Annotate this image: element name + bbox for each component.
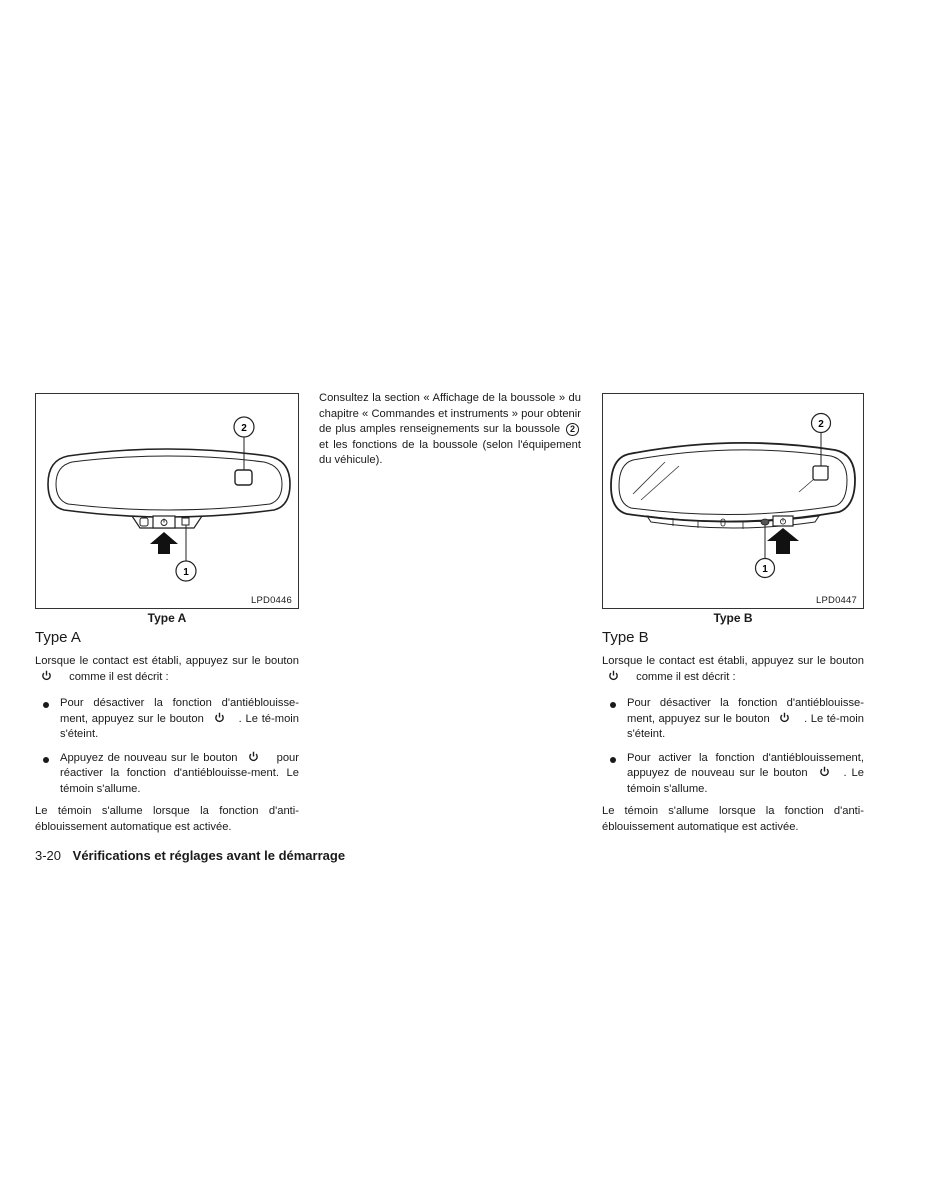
power-icon — [779, 712, 790, 723]
intro-text-b: Lorsque le contact est établi, appuyez sur le bouton — [602, 655, 864, 667]
page-footer — [35, 848, 345, 863]
heading-type-b: Type B — [602, 629, 649, 646]
figure-caption-b: Type B — [713, 611, 753, 625]
compass-note-text: Consultez la section « Affichage de la boussole » du chapitre « Commandes et instruments » pour obtenir de plus amples renseignements sur la boussole — [319, 392, 581, 435]
bullet-dot — [610, 702, 616, 708]
figure-type-a — [35, 393, 299, 609]
bullet-list-b — [602, 696, 864, 805]
intro-paragraph-a — [35, 654, 299, 685]
bullet-a1-text: Pour désactiver la fonction d'antiéblouisse-ment, appuyez sur le bouton — [60, 697, 299, 725]
power-icon — [41, 670, 52, 681]
figure-caption-a: Type A — [147, 611, 187, 625]
intro-text-a-end: comme il est décrit : — [69, 670, 169, 683]
bullet-b2-text-end: . Le témoin s'allume. — [627, 767, 864, 795]
intro-text-a: Lorsque le contact est établi, appuyez sur le bouton — [35, 655, 299, 667]
bullet-dot — [610, 757, 616, 763]
callout-1-b: 1 — [762, 564, 768, 575]
callout-2-b: 2 — [818, 419, 824, 430]
compass-note-text-end: et les fonctions de la boussole (selon l'équipement du véhicule). — [319, 438, 581, 466]
outro-paragraph-b: Le témoin s'allume lorsque la fonction d'anti-éblouissement automatique est activée. — [602, 805, 864, 833]
bullet-a2-text-end: pour réactiver la fonction d'antiéblouisse-ment. Le témoin s'allume. — [60, 751, 299, 795]
bullet-b1-text: Pour désactiver la fonction d'antiéblouisse-ment, appuyez sur le bouton — [627, 697, 864, 725]
bullet-dot — [43, 702, 49, 708]
mirror-type-b-illustration — [603, 394, 865, 610]
power-icon — [248, 751, 259, 762]
bullet-item-b2 — [602, 751, 864, 798]
callout-1-a: 1 — [183, 567, 189, 578]
power-icon — [214, 712, 225, 723]
bullet-a2-text: Appuyez de nouveau sur le bouton — [60, 751, 238, 764]
power-icon — [608, 670, 619, 681]
bullet-dot — [43, 757, 49, 763]
power-icon — [819, 766, 830, 777]
outro-paragraph-a: Le témoin s'allume lorsque la fonction d'anti-éblouissement automatique est activée. — [35, 805, 299, 833]
heading-type-a: Type A — [35, 629, 81, 646]
mirror-type-a-illustration — [36, 394, 300, 610]
callout-2-ref: 2 — [566, 423, 579, 436]
figure-code-a: LPD0446 — [250, 595, 292, 606]
bullet-a1-text-end: . Le té-moin s'éteint. — [60, 712, 300, 740]
bullet-item-b1 — [602, 696, 864, 743]
figure-type-b — [602, 393, 864, 609]
bullet-item-a2 — [35, 751, 299, 798]
callout-2-a: 2 — [241, 423, 247, 434]
intro-paragraph-b — [602, 654, 864, 685]
figure-code-b: LPD0447 — [815, 595, 857, 606]
page-number: 3-20 — [35, 848, 62, 863]
bullet-item-a1 — [35, 696, 299, 743]
chapter-title: Vérifications et réglages avant le démarrage — [72, 848, 346, 863]
intro-text-b-end: comme il est décrit : — [636, 670, 736, 683]
compass-note-paragraph — [319, 391, 581, 469]
bullet-b1-text-end: . Le té-moin s'éteint. — [627, 712, 864, 740]
bullet-b2-text: Pour activer la fonction d'antiéblouissement, appuyez de nouveau sur le bouton — [627, 751, 864, 779]
bullet-list-a — [35, 696, 299, 805]
